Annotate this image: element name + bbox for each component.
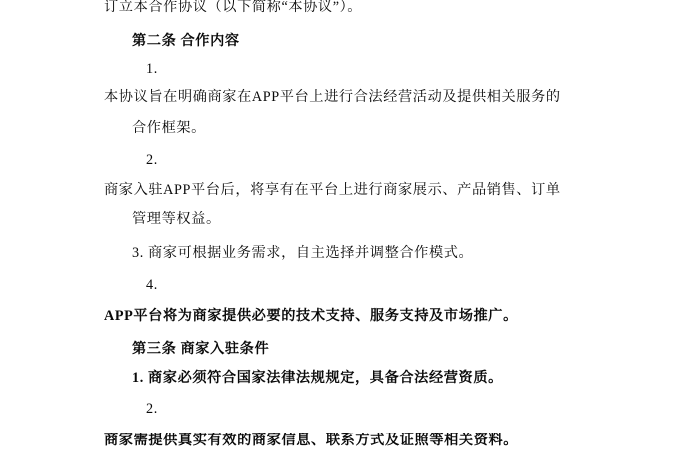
line-text: 管理等权益。 (132, 211, 221, 227)
document-line (104, 89, 561, 105)
document-line (104, 371, 548, 385)
line-text: 1. 商家必须符合国家法律法规规定，具备合法经营资质。 (132, 370, 503, 386)
document-line (104, 278, 548, 292)
document-line (104, 212, 548, 226)
line-text: 本协议旨在明确商家在APP平台上进行合法经营活动及提供相关服务的 (104, 89, 561, 105)
document-line (104, 0, 548, 14)
document-heading-section-3 (104, 342, 548, 356)
document-line (104, 433, 548, 447)
list-marker: 4. (146, 277, 158, 293)
line-text: APP平台将为商家提供必要的技术支持、服务支持及市场推广。 (104, 308, 518, 324)
document-line (104, 402, 548, 416)
document-line (104, 309, 548, 323)
document-line (104, 62, 548, 76)
document-line (104, 121, 548, 135)
line-text: 商家入驻APP平台后，将享有在平台上进行商家展示、产品销售、订单 (104, 182, 561, 198)
line-text: 商家需提供真实有效的商家信息、联系方式及证照等相关资料。 (104, 433, 519, 447)
line-text: 订立本合作协议（以下简称“本协议”）。 (104, 0, 363, 15)
line-text: 合作框架。 (132, 120, 206, 136)
document-heading-section-2 (104, 34, 548, 48)
list-marker: 2. (146, 401, 158, 417)
list-marker: 2. (146, 152, 158, 168)
document-line (104, 182, 561, 198)
line-text: 第三条 商家入驻条件 (132, 341, 270, 357)
document-line (104, 246, 548, 260)
list-marker: 1. (146, 61, 158, 77)
line-text: 3. 商家可根据业务需求，自主选择并调整合作模式。 (132, 245, 474, 261)
document-line (104, 153, 548, 167)
line-text: 第二条 合作内容 (132, 33, 240, 49)
